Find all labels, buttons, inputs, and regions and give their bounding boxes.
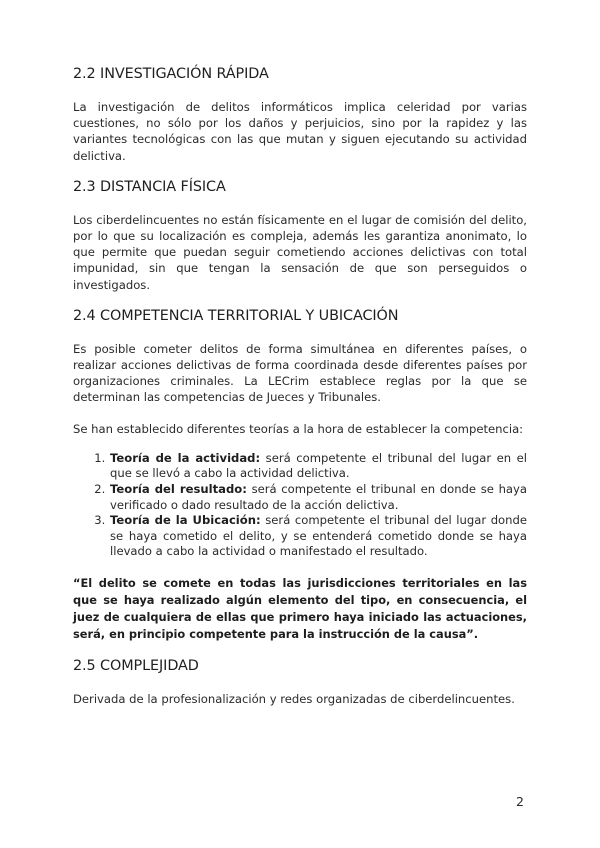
legal-quote: “El delito se comete en todas las jurisdicciones territoriales en las que se haya realizado algún elemento del tipo, en consecuencia, el juez de cualquiera de ellas que primero haya iniciado las actuaciones, será, en principio competente para la instrucción de la causa”. (73, 576, 527, 641)
section-title: 2.5 COMPLEJIDAD (73, 658, 199, 674)
section-title: 2.3 DISTANCIA FÍSICA (73, 178, 226, 195)
document-page (73, 64, 527, 707)
section-complejidad (73, 658, 527, 707)
paragraph: Es posible cometer delitos de forma simultánea en diferentes países, o realizar acciones delictivas de forma coordinada desde diferentes países por organizaciones criminales. La LECrim establece reglas por la que se determinan las competencias de Jueces y Tribunales. (73, 341, 527, 405)
list-item (109, 451, 527, 482)
section-investigacion-rapida (73, 66, 527, 164)
section-title: 2.2 INVESTIGACIÓN RÁPIDA (73, 66, 269, 82)
theories-list (73, 451, 527, 560)
section-competencia-territorial (73, 308, 527, 643)
theory-text: será competente el tribunal del lugar en el que se llevó a cabo la actividad delictiva. (110, 450, 527, 481)
section-title: 2.4 COMPETENCIA TERRITORIAL Y UBICACIÓN (73, 307, 399, 324)
list-item (109, 513, 527, 560)
paragraph: Derivada de la profesionalización y redes organizadas de ciberdelincuentes. (73, 692, 515, 706)
theory-text: será competente el tribunal en donde se haya verificado o dado resultado de la acción delictiva. (110, 482, 527, 512)
theory-term: Teoría de la actividad: (110, 450, 261, 465)
theory-term: Teoría del resultado: (110, 482, 247, 497)
list-item (109, 482, 527, 513)
paragraph: Los ciberdelincuentes no están físicamente en el lugar de comisión del delito, por lo que su localización es compleja, además les garantiza anonimato, lo que permite que puedan seguir cometiendo acciones delictivas con total impunidad, sin que tengan la sensación de que son perseguidos o investigados. (73, 212, 527, 292)
theory-term: Teoría de la Ubicación: (110, 513, 261, 528)
paragraph: Se han establecido diferentes teorías a la hora de establecer la competencia: (73, 421, 524, 436)
section-distancia-fisica (73, 179, 527, 293)
paragraph: La investigación de delitos informáticos implica celeridad por varias cuestiones, no sólo por los daños y perjuicios, sino por la rapidez y las variantes tecnológicas con las que mutan y siguen ejecutando su actividad delictiva. (73, 100, 527, 163)
page-number: 2 (516, 794, 524, 809)
theory-text: será competente el tribunal del lugar donde se haya cometido el delito, y se entenderá cometido donde se haya llevado a cabo la actividad o manifestado el resultado. (110, 513, 527, 559)
